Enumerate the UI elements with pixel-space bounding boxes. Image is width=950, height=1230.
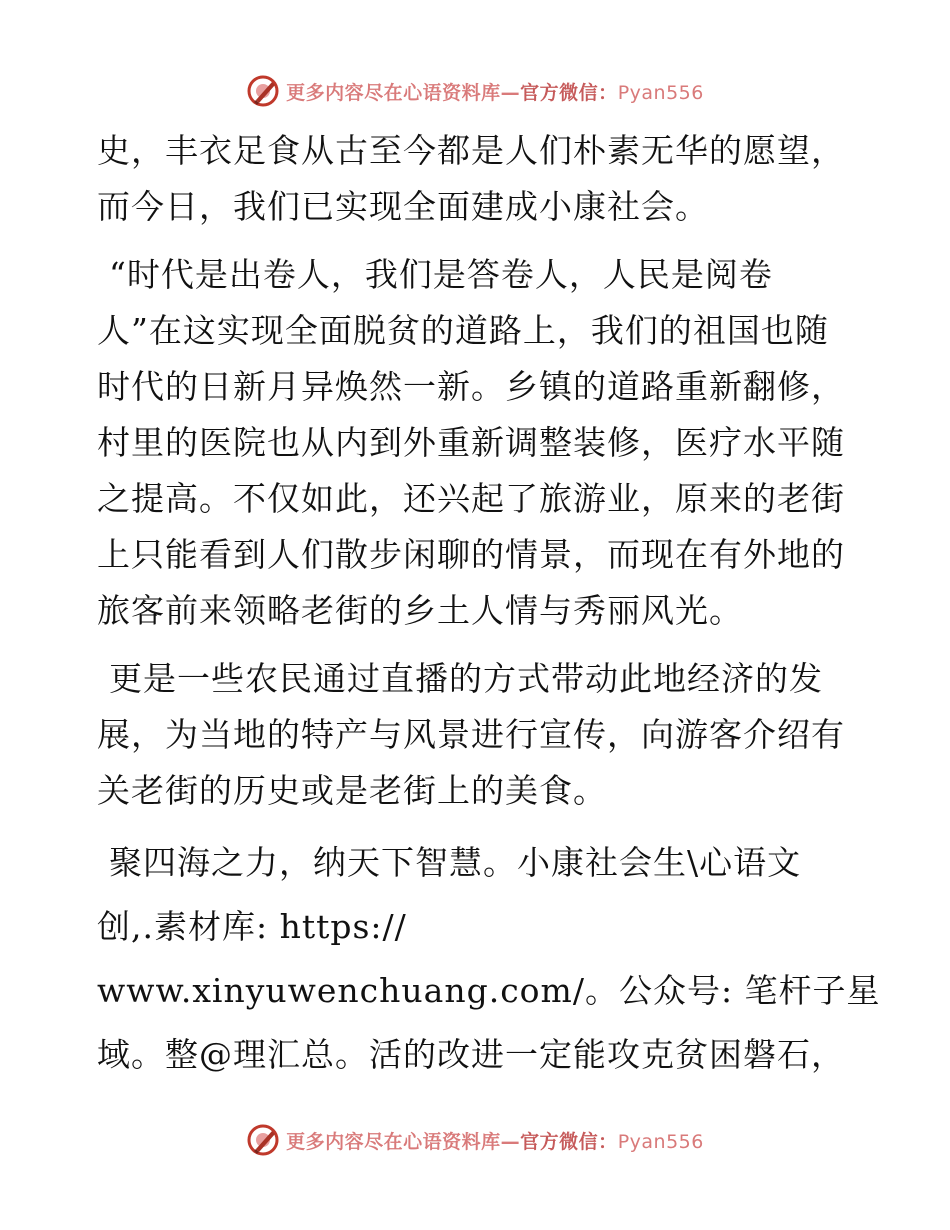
logo-icon <box>246 1123 280 1157</box>
text-line: 展，为当地的特产与风景进行宣传，向游客介绍有 <box>97 715 845 754</box>
footer-brand: 更多内容尽在心语资料库 <box>286 1130 501 1153</box>
header-banner-text <box>286 78 704 105</box>
header-banner <box>0 71 950 111</box>
text-line: “时代是出卷人，我们是答卷人，人民是阅卷 <box>109 255 773 294</box>
text-line: 上只能看到人们散步闲聊的情景，而现在有外地的 <box>97 535 845 574</box>
header-wechat-id: Pyan556 <box>617 81 704 104</box>
footer-official: 官方微信： <box>520 1130 618 1153</box>
footer-dash: — <box>500 1130 521 1153</box>
text-line: 关老街的历史或是老街上的美食。 <box>97 771 607 810</box>
footer-banner <box>0 1120 950 1160</box>
header-official: 官方微信： <box>520 81 618 104</box>
text-line: 更是一些农民通过直播的方式带动此地经济的发 <box>109 659 823 698</box>
text-line: 而今日，我们已实现全面建成小康社会。 <box>97 187 709 226</box>
text-line: 域。整@理汇总。活的改进一定能攻克贫困磐石， <box>97 1035 845 1074</box>
text-line: 聚四海之力，纳天下智慧。小康社会生\心语文 <box>109 843 802 882</box>
text-line: 人”在这实现全面脱贫的道路上，我们的祖国也随 <box>97 311 829 350</box>
document-body <box>97 123 881 1087</box>
text-line: 时代的日新月异焕然一新。乡镇的道路重新翻修， <box>97 367 845 406</box>
text-line: www.xinyuwenchuang.com/。公众号: 笔杆子星 <box>97 971 881 1010</box>
footer-wechat-id: Pyan556 <box>617 1130 704 1153</box>
text-line: 旅客前来领略老街的乡土人情与秀丽风光。 <box>97 591 743 630</box>
text-line: 之提高。不仅如此，还兴起了旅游业，原来的老街 <box>97 479 845 518</box>
logo-icon <box>246 74 280 108</box>
footer-banner-text <box>286 1127 704 1154</box>
header-brand: 更多内容尽在心语资料库 <box>286 81 501 104</box>
text-line: 创,.素材库: https:// <box>97 907 407 946</box>
text-line: 村里的医院也从内到外重新调整装修，医疗水平随 <box>97 423 845 462</box>
text-line: 史，丰衣足食从古至今都是人们朴素无华的愿望， <box>97 131 845 170</box>
header-dash: — <box>500 81 521 104</box>
